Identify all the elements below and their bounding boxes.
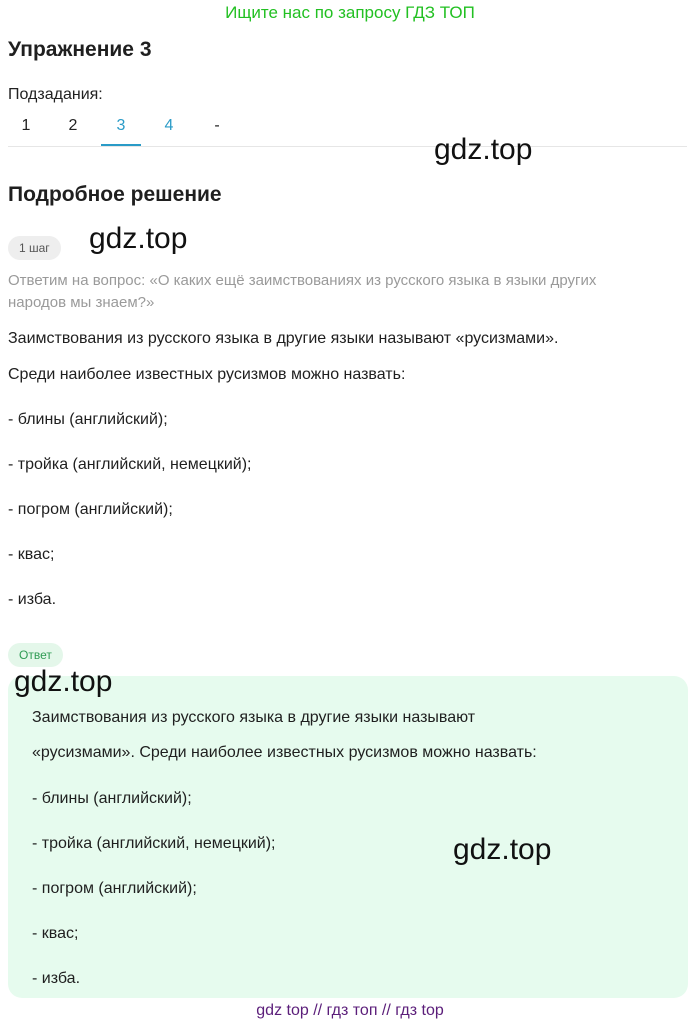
promo-banner[interactable]: Ищите нас по запросу ГДЗ ТОП <box>225 3 475 22</box>
subtask-tab-2[interactable]: 2 <box>68 117 78 134</box>
subtask-tab-4[interactable]: 4 <box>164 117 174 134</box>
answer-line: - блины (английский); <box>32 790 192 807</box>
answer-line: «русизмами». Среди наиболее известных русизмов можно назвать: <box>32 744 537 761</box>
solution-line: - блины (английский); <box>8 411 168 428</box>
answer-line: Заимствования из русского языка в другие языки называют <box>32 709 476 726</box>
footer-links[interactable]: gdz top // гдз топ // гдз top <box>256 1002 444 1019</box>
solution-line: Среди наиболее известных русизмов можно назвать: <box>8 366 406 383</box>
watermark: gdz.top <box>434 133 533 166</box>
answer-line: - погром (английский); <box>32 880 197 897</box>
answer-line: - тройка (английский, немецкий); <box>32 835 276 852</box>
question-line: народов мы знаем?» <box>8 294 155 311</box>
subtask-tabs <box>8 110 687 147</box>
solution-line: - погром (английский); <box>8 501 173 518</box>
subtasks-label: Подзадания: <box>8 86 103 103</box>
solution-title: Подробное решение <box>8 183 222 206</box>
subtask-tab-1[interactable]: 1 <box>21 117 31 134</box>
solution-line: - изба. <box>8 591 57 608</box>
watermark: gdz.top <box>14 665 113 698</box>
subtask-tab-none[interactable]: - <box>214 117 220 134</box>
watermark: gdz.top <box>89 222 188 255</box>
exercise-title: Упражнение 3 <box>8 38 152 61</box>
step-badge: 1 шаг <box>8 236 61 260</box>
question-line: Ответим на вопрос: «О каких ещё заимствованиях из русского языка в языки других <box>8 272 597 289</box>
subtask-tab-3-active[interactable]: 3 <box>101 110 141 146</box>
solution-line: - квас; <box>8 546 55 563</box>
answer-line: - квас; <box>32 925 79 942</box>
question-text <box>8 270 678 314</box>
answer-line: - изба. <box>32 970 81 987</box>
solution-line: Заимствования из русского языка в другие языки называют «русизмами». <box>8 330 559 347</box>
answer-badge: Ответ <box>8 643 63 667</box>
solution-line: - тройка (английский, немецкий); <box>8 456 252 473</box>
watermark: gdz.top <box>453 833 552 866</box>
